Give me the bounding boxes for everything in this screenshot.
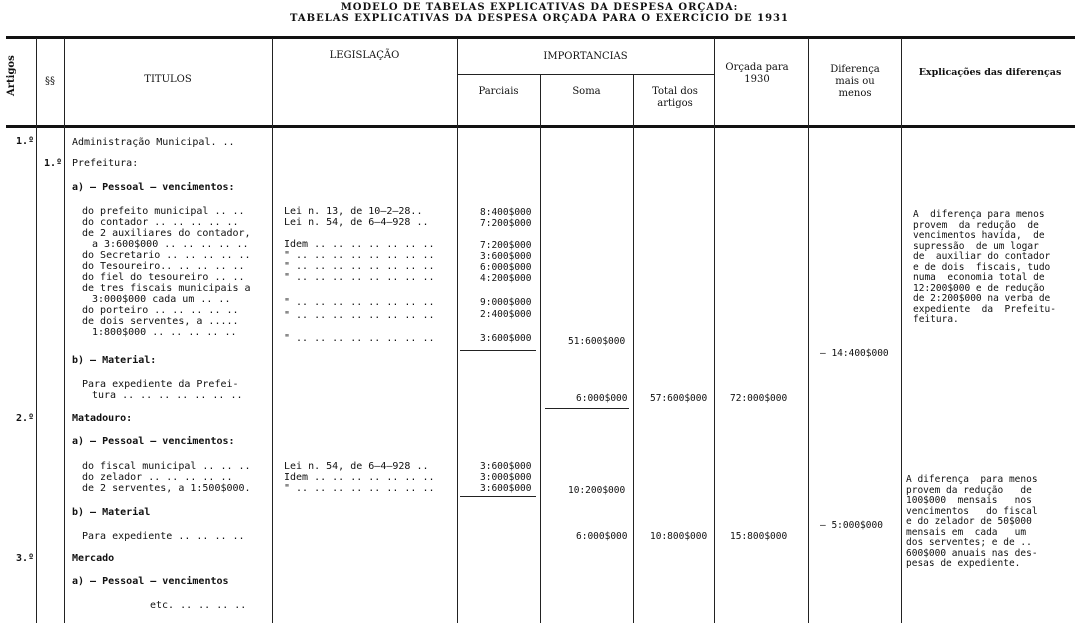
col-line [714,38,715,623]
legislation-cell: Idem .. .. .. .. .. .. .. [284,472,435,483]
soma-value: 6:000$000 [576,393,628,404]
row-title: 3:000$000 cada um .. .. [92,294,231,305]
diferenca-value: — 5:000$000 [820,520,883,531]
row-title: Para expediente .. .. .. .. [82,531,245,542]
row-title: de tres fiscais municipais a [82,283,251,294]
row-title: de 2 serventes, a 1:500$000. [82,483,251,494]
col-line [901,38,902,623]
article-number: 1.º [16,136,35,147]
document-subtitle: TABELAS EXPLICATIVAS DA DESPESA ORÇADA PARA O EXERCICIO DE 1931 [290,13,789,24]
header-artigos: Artigos [6,55,17,96]
parcial-value: 2:400$000 [480,309,532,320]
parcial-value: 3:600$000 [480,461,532,472]
row-title: Para expediente da Prefei- [82,379,239,390]
row-title: do porteiro .. .. .. .. .. [82,305,239,316]
subtotal-rule [460,496,536,497]
legislation-cell: " .. .. .. .. .. .. .. .. [284,261,435,272]
row-title: do Tesoureiro.. .. .. .. .. [82,261,245,272]
legislation-cell: Lei n. 54, de 6—4—928 .. [284,217,429,228]
parcial-value: 7:200$000 [480,240,532,251]
col-line [272,38,273,623]
row-title: etc. .. .. .. .. [150,600,247,611]
legislation-cell: " .. .. .. .. .. .. .. .. [284,333,435,344]
parcial-value: 9:000$000 [480,297,532,308]
legislation-cell: " .. .. .. .. .. .. .. .. [284,250,435,261]
parcial-value: 6:000$000 [480,262,532,273]
row-subtitle: a) — Pessoal — vencimentos: [72,436,235,447]
paragraph-number: 1.º [44,158,63,169]
document-title: MODELO DE TABELAS EXPLICATIVAS DA DESPESA ORÇADA: [340,2,739,13]
legislation-cell: Lei n. 13, de 10—2—28.. [284,206,423,217]
parcial-value: 3:600$000 [480,251,532,262]
legislation-cell: " .. .. .. .. .. .. .. .. [284,483,435,494]
row-title: Administração Municipal. .. [72,137,235,148]
col-line [457,38,458,623]
parcial-value: 3:600$000 [480,333,532,344]
header-importancias: IMPORTANCIAS [543,51,628,62]
header-legislacao: LEGISLAÇÃO [329,50,400,61]
legislation-cell: Lei n. 54, de 6—4—928 .. [284,461,429,472]
header-orcada: Orçada para 1930 [725,62,789,85]
article-number: 2.º [16,413,35,424]
row-title: de dois serventes, a ..... [82,316,239,327]
soma-value: 10:200$000 [568,485,626,496]
row-title: 1:800$000 .. .. .. .. .. [92,327,237,338]
legislation-cell: " .. .. .. .. .. .. .. .. [284,297,435,308]
header-total: Total dos artigos [652,86,698,109]
soma-value: 51:600$000 [568,336,626,347]
orcada-value: 15:800$000 [730,531,788,542]
row-subtitle: a) — Pessoal — vencimentos [72,576,229,587]
header-parciais: Parciais [478,86,519,97]
header-explicacoes: Explicações das diferenças [918,67,1062,78]
legislation-cell: " .. .. .. .. .. .. .. .. [284,310,435,321]
row-subtitle: a) — Pessoal — vencimentos: [72,182,235,193]
header-paragrafos: §§ [45,76,55,87]
col-line [808,38,809,623]
row-title: do zelador .. .. .. .. .. [82,472,233,483]
row-title: a 3:600$000 .. .. .. .. .. [92,239,249,250]
orcada-value: 72:000$000 [730,393,788,404]
explicacao-text: A diferença para menos provem da redução de vencimentos havida, de supressão de um logar de auxiliar do contador e de dois fiscais, tudo numa economia total de 12:200$000 e de redução de 2:200$000 na verba de expediente da Prefeitu- feitura. [913,209,1056,325]
legislation-cell: Idem .. .. .. .. .. .. .. [284,239,435,250]
legislation-cell: " .. .. .. .. .. .. .. .. [284,272,435,283]
total-value: 10:800$000 [650,531,708,542]
row-title: do fiscal municipal .. .. .. [82,461,251,472]
soma-value: 6:000$000 [576,531,628,542]
row-title: Prefeitura: [72,158,139,169]
parcial-value: 7:200$000 [480,218,532,229]
row-title: Mercado [72,553,115,564]
parcial-value: 8:400$000 [480,207,532,218]
top-rule [6,36,1075,39]
header-diferenca: Diferença mais ou menos [830,64,880,99]
header-titulos: TITULOS [144,74,192,85]
row-title: tura .. .. .. .. .. .. .. [92,390,243,401]
total-value: 57:600$000 [650,393,708,404]
header-soma: Soma [572,86,601,97]
row-title: do Secretario .. .. .. .. .. [82,250,251,261]
col-line [64,38,65,623]
explicacao-text: A diferença para menos provem da redução de 100$000 mensais nos vencimentos do fiscal e do zelador de 50$000 mensais em cada um dos serventes; e de .. 600$000 anuais nas des- pesas de expediente. [906,474,1038,569]
row-title: Matadouro: [72,413,133,424]
subtotal-rule [545,408,629,409]
parcial-value: 3:000$000 [480,472,532,483]
row-title: do contador .. .. .. .. .. [82,217,239,228]
row-subtitle: b) — Material: [72,355,157,366]
parcial-value: 3:600$000 [480,483,532,494]
col-line [633,75,634,623]
diferenca-value: — 14:400$000 [820,348,889,359]
row-title: do fiel do tesoureiro .. .. [82,272,245,283]
col-line [36,38,37,623]
row-title: do prefeito municipal .. .. [82,206,245,217]
parcial-value: 4:200$000 [480,273,532,284]
row-title: de 2 auxiliares do contador, [82,228,251,239]
col-line [540,75,541,623]
article-number: 3.º [16,553,35,564]
importancias-divider [457,74,714,75]
subtotal-rule [460,350,536,351]
row-subtitle: b) — Material [72,507,151,518]
